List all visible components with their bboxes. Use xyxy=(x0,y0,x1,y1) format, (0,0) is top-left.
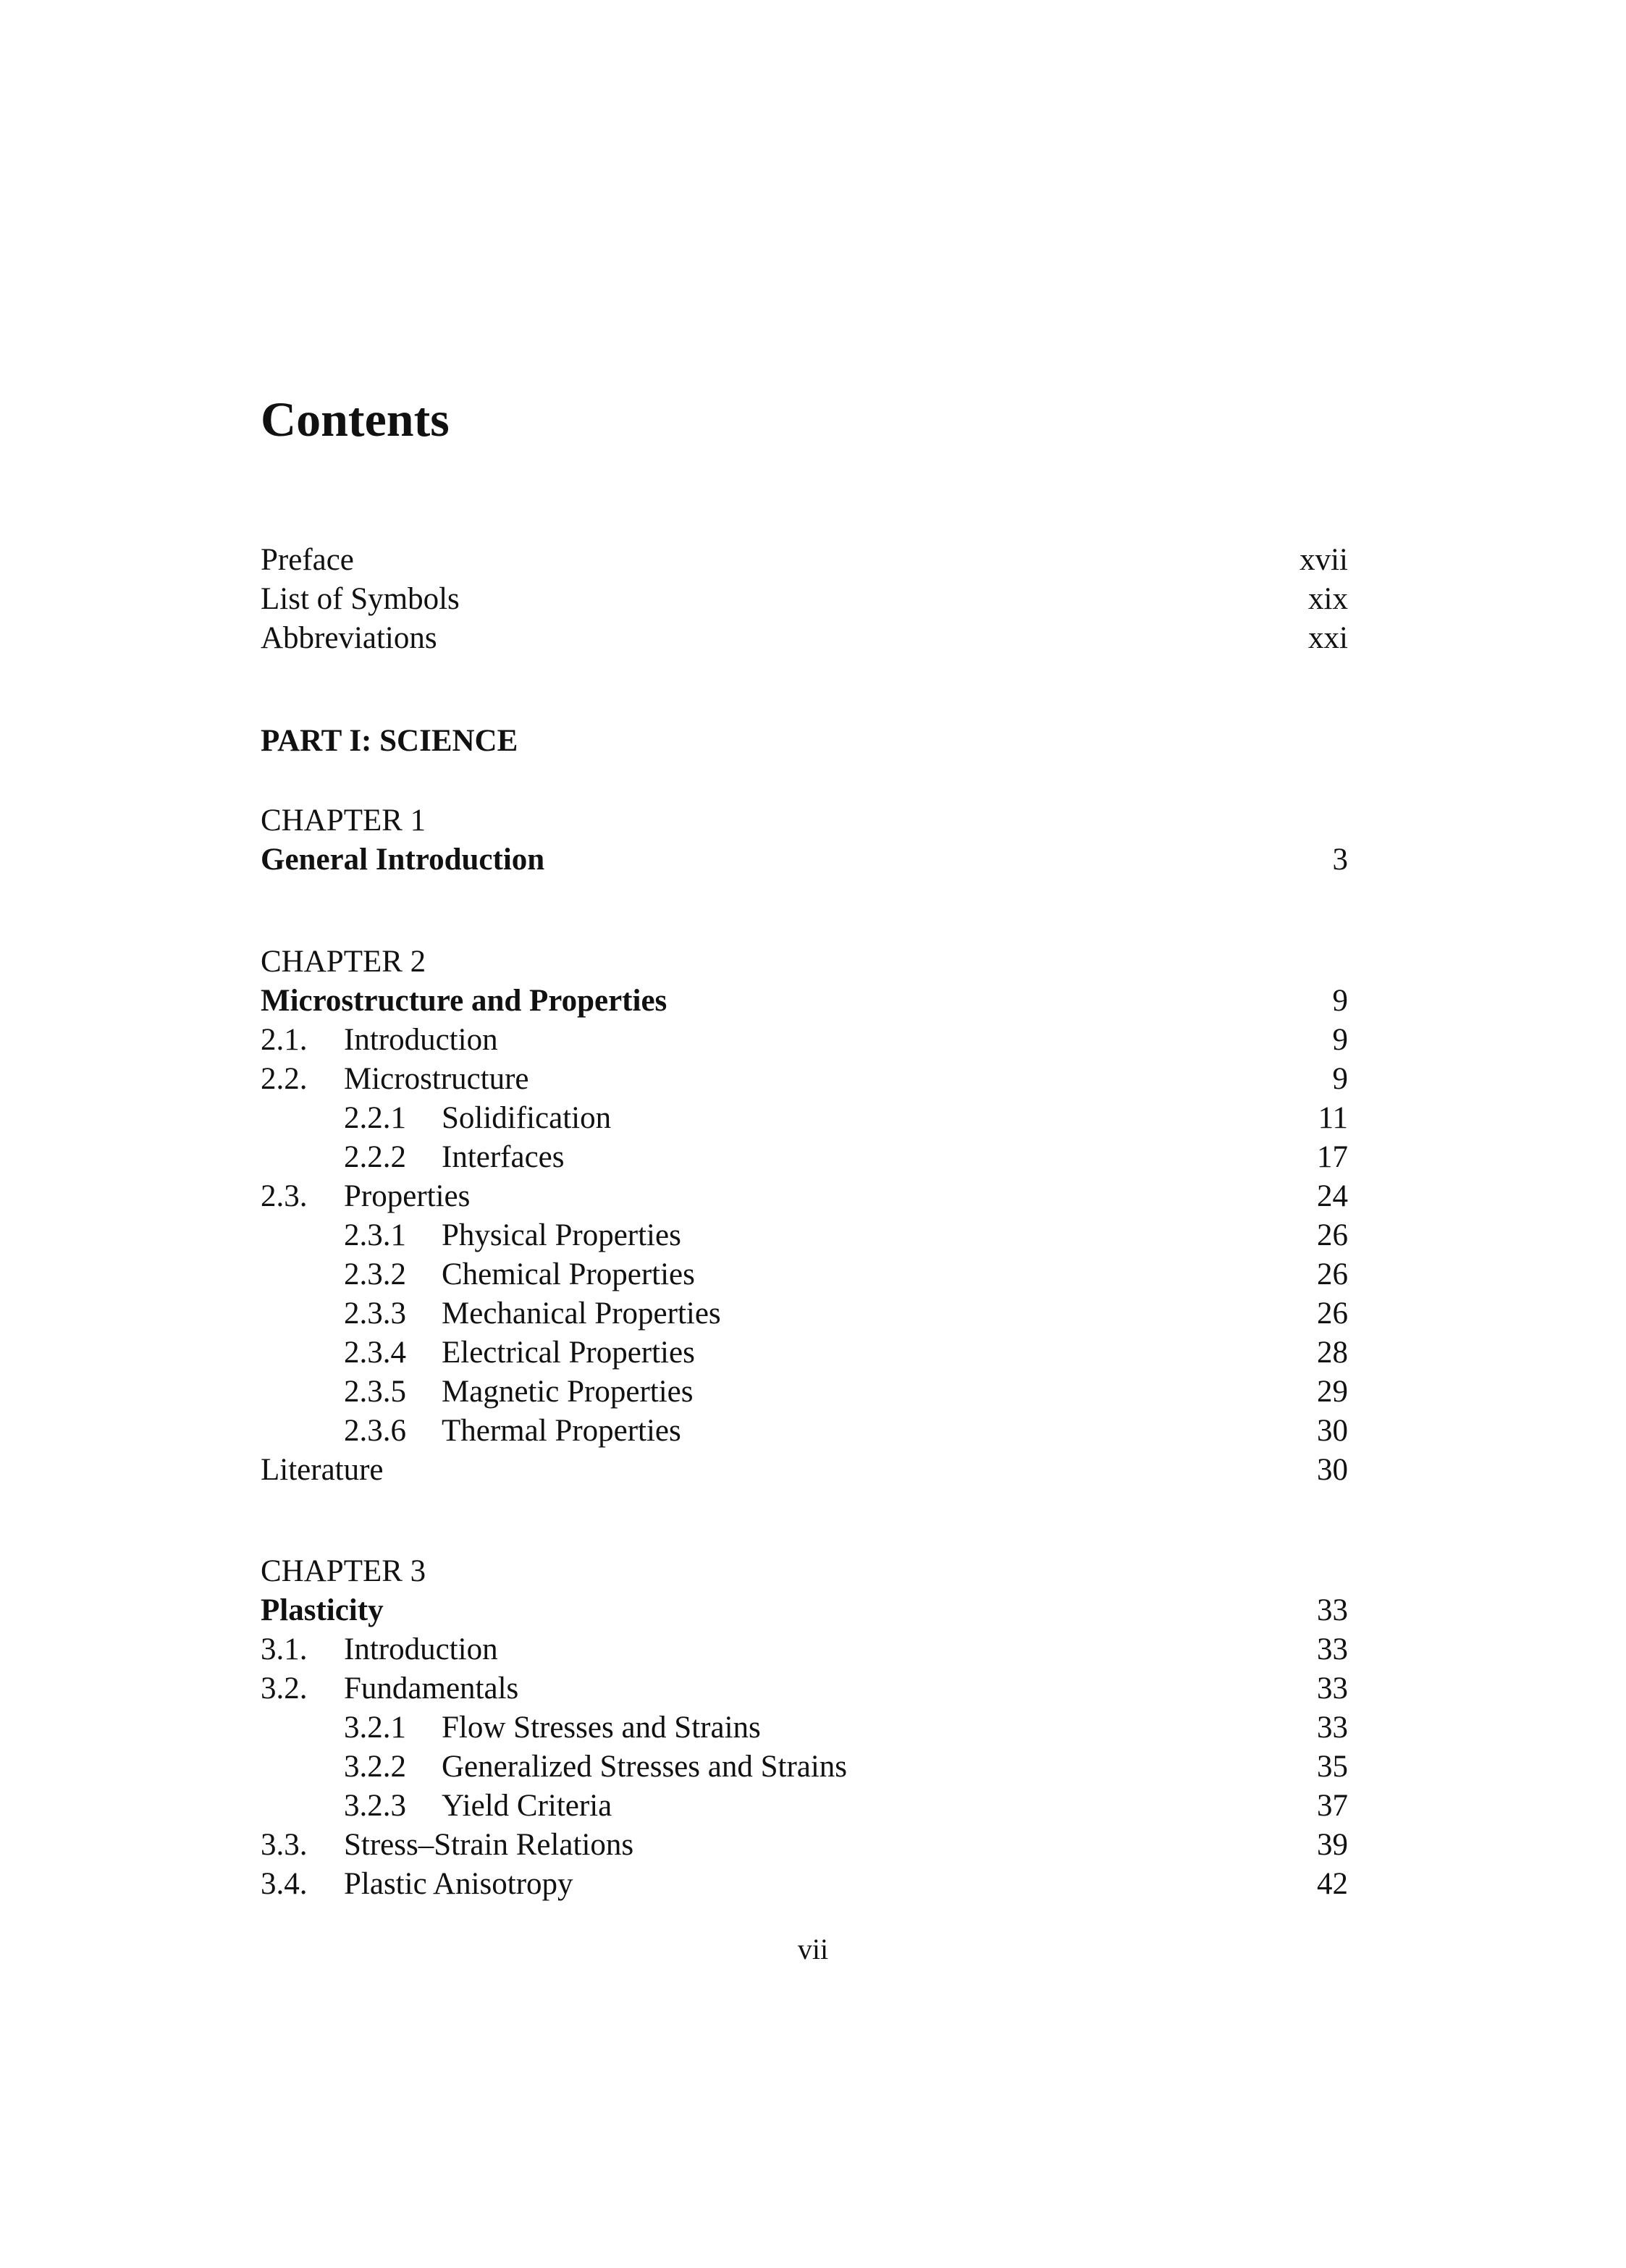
toc-entry[interactable] xyxy=(261,1373,1348,1412)
toc-label: Literature xyxy=(261,1453,384,1487)
toc-entry[interactable] xyxy=(261,1255,1348,1294)
toc-entry[interactable] xyxy=(261,1412,1348,1451)
toc-entry[interactable] xyxy=(261,1748,1348,1787)
toc-page-number: 26 xyxy=(1317,1257,1348,1291)
chapter-title: Microstructure and Properties xyxy=(261,984,667,1018)
toc-label: Mechanical Properties xyxy=(442,1297,721,1331)
toc-page-number: 30 xyxy=(1317,1414,1348,1448)
toc-label: Abbreviations xyxy=(261,621,437,655)
toc-entry[interactable] xyxy=(261,1333,1348,1373)
toc-page-number: 11 xyxy=(1318,1101,1348,1135)
toc-entry-chapter-1[interactable] xyxy=(261,840,1348,880)
toc-label: Microstructure xyxy=(344,1062,529,1096)
toc-page-number: 28 xyxy=(1317,1336,1348,1370)
section-number: 3.2.2 xyxy=(344,1750,406,1784)
toc-label: Introduction xyxy=(344,1023,498,1057)
toc-page-number: 29 xyxy=(1317,1375,1348,1409)
section-number: 3.1. xyxy=(261,1632,308,1666)
toc-page-number: 33 xyxy=(1317,1711,1348,1745)
chapter-number-label: CHAPTER 3 xyxy=(261,1554,426,1588)
toc-page-number: 9 xyxy=(1332,1023,1348,1057)
toc-label: Interfaces xyxy=(442,1140,565,1174)
toc-page-number: 37 xyxy=(1317,1789,1348,1823)
part-heading xyxy=(261,722,1348,761)
section-number: 2.2. xyxy=(261,1062,308,1096)
toc-entry-list-of-symbols[interactable] xyxy=(261,580,1348,619)
toc-page-number: 26 xyxy=(1317,1297,1348,1331)
section-number: 2.3.5 xyxy=(344,1375,406,1409)
section-number: 2.3.1 xyxy=(344,1218,406,1252)
chapter-title: Plasticity xyxy=(261,1593,384,1627)
toc-entry[interactable] xyxy=(261,1630,1348,1669)
toc-entry-literature[interactable] xyxy=(261,1451,1348,1490)
toc-label: Introduction xyxy=(344,1632,498,1666)
toc-page-number: 17 xyxy=(1317,1140,1348,1174)
toc-page-number: 33 xyxy=(1317,1593,1348,1627)
section-number: 3.4. xyxy=(261,1867,308,1901)
toc-page-number: 35 xyxy=(1317,1750,1348,1784)
toc-entry[interactable] xyxy=(261,1216,1348,1255)
toc-entry[interactable] xyxy=(261,1708,1348,1748)
toc-label: Electrical Properties xyxy=(442,1336,695,1370)
toc-entry[interactable] xyxy=(261,1021,1348,1060)
toc-page-number: 33 xyxy=(1317,1672,1348,1706)
toc-label: Thermal Properties xyxy=(442,1414,681,1448)
section-number: 2.3.3 xyxy=(344,1297,406,1331)
section-number: 3.3. xyxy=(261,1828,308,1862)
toc-page-number: 3 xyxy=(1332,843,1348,877)
section-number: 3.2.3 xyxy=(344,1789,406,1823)
toc-label: Yield Criteria xyxy=(442,1789,612,1823)
toc-label: Flow Stresses and Strains xyxy=(442,1711,761,1745)
toc-page-number: 9 xyxy=(1332,1062,1348,1096)
toc-label: Magnetic Properties xyxy=(442,1375,694,1409)
toc-label: Generalized Stresses and Strains xyxy=(442,1750,848,1784)
toc-entry[interactable] xyxy=(261,1138,1348,1177)
toc-label: Chemical Properties xyxy=(442,1257,695,1291)
page-title: Contents xyxy=(261,392,450,447)
part-heading-label: PART I: SCIENCE xyxy=(261,724,518,758)
toc-label: Preface xyxy=(261,543,354,577)
toc-entry-preface[interactable] xyxy=(261,541,1348,580)
toc-page-number: 9 xyxy=(1332,984,1348,1018)
toc-page-number: 39 xyxy=(1317,1828,1348,1862)
section-number: 2.3.6 xyxy=(344,1414,406,1448)
page-folio: vii xyxy=(797,1933,829,1965)
toc-label: Properties xyxy=(344,1179,471,1213)
toc-page-number: 26 xyxy=(1317,1218,1348,1252)
chapter-3-label xyxy=(261,1552,1348,1591)
toc-entry[interactable] xyxy=(261,1787,1348,1826)
toc-label: Fundamentals xyxy=(344,1672,519,1706)
chapter-1-label xyxy=(261,801,1348,840)
toc-page-number: xix xyxy=(1308,582,1348,616)
toc-label: List of Symbols xyxy=(261,582,460,616)
section-number: 2.1. xyxy=(261,1023,308,1057)
section-number: 2.2.1 xyxy=(344,1101,406,1135)
chapter-number-label: CHAPTER 2 xyxy=(261,945,426,979)
toc-entry-chapter-3[interactable] xyxy=(261,1591,1348,1630)
chapter-number-label: CHAPTER 1 xyxy=(261,804,426,838)
toc-page-number: 30 xyxy=(1317,1453,1348,1487)
toc-page-number: 42 xyxy=(1317,1867,1348,1901)
toc-entry[interactable] xyxy=(261,1099,1348,1138)
toc-entry[interactable] xyxy=(261,1826,1348,1865)
section-number: 2.3.2 xyxy=(344,1257,406,1291)
chapter-2-label xyxy=(261,943,1348,982)
toc-entry-abbreviations[interactable] xyxy=(261,619,1348,658)
toc-page-number: xvii xyxy=(1299,543,1348,577)
toc-label: Physical Properties xyxy=(442,1218,681,1252)
section-number: 3.2.1 xyxy=(344,1711,406,1745)
toc-label: Solidification xyxy=(442,1101,612,1135)
toc-page-number: 24 xyxy=(1317,1179,1348,1213)
toc-page-number: 33 xyxy=(1317,1632,1348,1666)
toc-entry-chapter-2[interactable] xyxy=(261,982,1348,1021)
toc-entry[interactable] xyxy=(261,1294,1348,1333)
section-number: 2.2.2 xyxy=(344,1140,406,1174)
toc-entry[interactable] xyxy=(261,1669,1348,1708)
toc-label: Plastic Anisotropy xyxy=(344,1867,573,1901)
section-number: 3.2. xyxy=(261,1672,308,1706)
chapter-title: General Introduction xyxy=(261,843,545,877)
section-number: 2.3. xyxy=(261,1179,308,1213)
toc-entry[interactable] xyxy=(261,1177,1348,1216)
toc-label: Stress–Strain Relations xyxy=(344,1828,634,1862)
toc-entry[interactable] xyxy=(261,1060,1348,1099)
section-number: 2.3.4 xyxy=(344,1336,406,1370)
toc-page-number: xxi xyxy=(1308,621,1348,655)
toc-entry[interactable] xyxy=(261,1865,1348,1904)
